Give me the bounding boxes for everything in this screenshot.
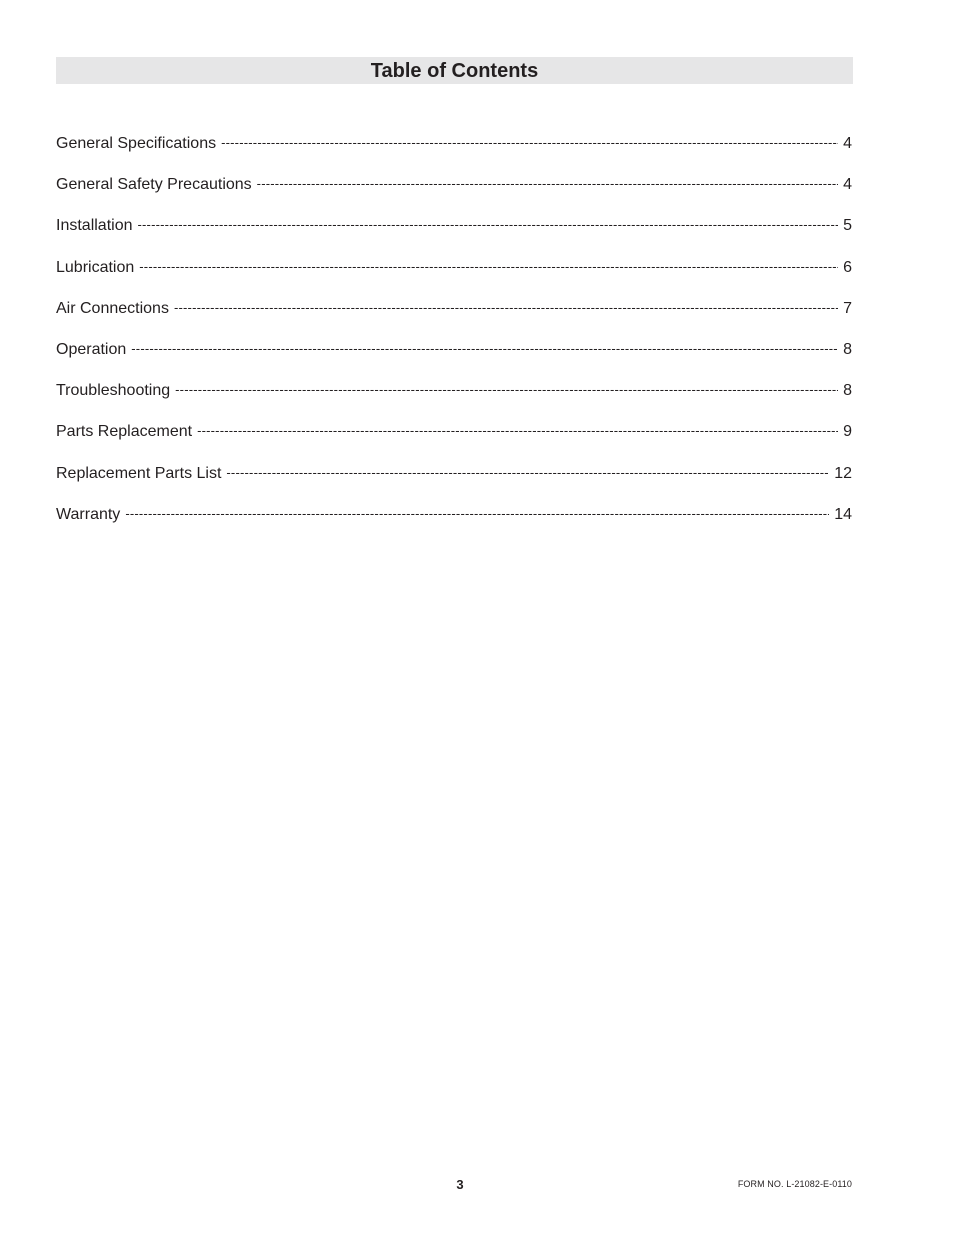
toc-entry[interactable] (56, 299, 852, 340)
toc-entry-label: Operation (56, 340, 127, 358)
toc-dot-leader (175, 381, 838, 401)
toc-dot-leader (138, 216, 839, 236)
toc-entry[interactable] (56, 464, 852, 505)
toc-entry-page: 14 (834, 505, 852, 523)
toc-dot-leader (197, 422, 838, 442)
toc-dot-leader (131, 340, 838, 360)
toc-dot-leader (125, 505, 829, 525)
toc-entry-label: Installation (56, 217, 133, 235)
toc-entry-page: 5 (843, 217, 852, 235)
toc-dot-leader (139, 258, 838, 278)
toc-entry[interactable] (56, 175, 852, 216)
toc-entry-page: 8 (843, 382, 852, 400)
form-number: FORM NO. L-21082-E-0110 (737, 1179, 852, 1189)
toc-entry-label: Lubrication (56, 258, 135, 276)
toc-entry[interactable] (56, 505, 852, 546)
page-number: 3 (456, 1177, 464, 1192)
toc-entry[interactable] (56, 381, 852, 422)
toc-entry-label: Air Connections (56, 299, 169, 317)
toc-entry-label: Troubleshooting (56, 382, 171, 400)
toc-dot-leader (174, 299, 838, 319)
toc-entry-label: Warranty (56, 505, 121, 523)
toc-entry-label: Replacement Parts List (56, 464, 222, 482)
toc-dot-leader (257, 175, 838, 195)
page-title: Table of Contents (370, 60, 539, 82)
toc-entry-label: General Specifications (56, 135, 217, 152)
toc-entry-page: 7 (843, 299, 852, 317)
toc-entry-label: Parts Replacement (56, 423, 193, 441)
toc-entry-page: 4 (843, 176, 852, 194)
toc-entry-page: 9 (843, 423, 852, 441)
toc-dot-leader (221, 134, 838, 154)
toc-entry[interactable] (56, 258, 852, 299)
table-of-contents (56, 134, 852, 546)
toc-entry-page: 8 (843, 340, 852, 358)
toc-entry[interactable] (56, 422, 852, 463)
toc-dot-leader (226, 464, 829, 484)
toc-entry-page: 6 (843, 258, 852, 276)
toc-entry[interactable] (56, 340, 852, 381)
toc-entry-page: 12 (834, 464, 852, 482)
toc-entry-page: 4 (843, 135, 852, 152)
toc-entry[interactable] (56, 216, 852, 257)
title-banner (56, 57, 853, 84)
toc-entry[interactable] (56, 134, 852, 175)
toc-entry-label: General Safety Precautions (56, 176, 252, 194)
